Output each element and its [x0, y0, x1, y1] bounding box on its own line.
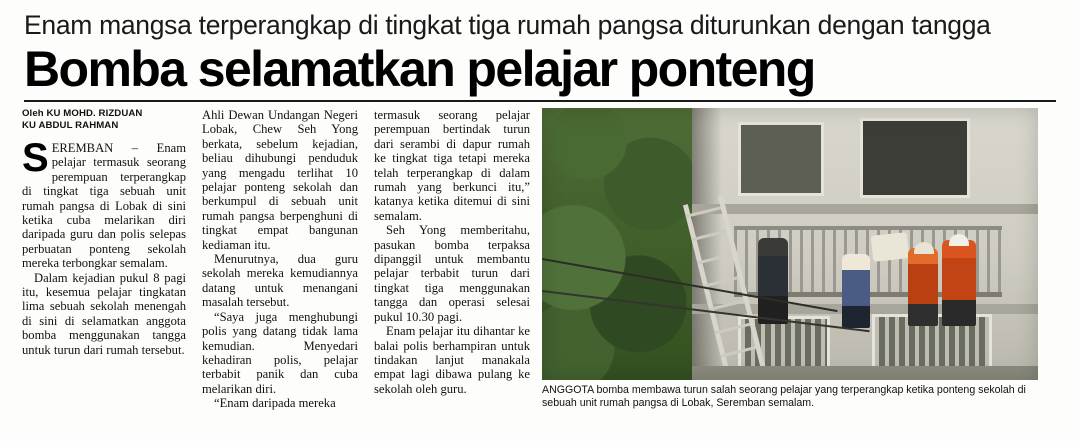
- byline-line-2: KU ABDUL RAHMAN: [22, 119, 119, 131]
- paragraph: Menurutnya, dua guru sekolah mereka kemudiannya datang untuk menangani masalah tersebut.: [202, 252, 358, 310]
- paragraph: termasuk seorang pelajar perempuan bertindak turun dari serambi di dapur rumah ke tingkat tiga tetapi mereka telah terperangkap di dalam rumah yang berkunci itu,” katanya ketika ditemui di sini semalam.: [374, 108, 530, 223]
- ladder-rung: [703, 275, 744, 288]
- photo-caption: ANGGOTA bomba membawa turun salah seorang pelajar yang terperangkap ketika ponteng sekolah di sebuah unit rumah pangsa di Lobak, Seremban semalam.: [542, 384, 1026, 409]
- cloth-bundle: [871, 232, 910, 262]
- student-being-rescued: [842, 254, 870, 328]
- fire-rescue-photo: [542, 108, 1038, 380]
- ladder-rung: [709, 298, 750, 311]
- tree-foliage: [542, 108, 697, 380]
- paragraph-text: EREMBAN – Enam pelajar termasuk seorang perempuan terperangkap di tingkat tiga sebuah unit rumah pangsa di Lobak di sini ketika cuba melarikan diri daripada guru dan polis selepas perbuatan ponteng sekolah mereka terbongkar semalam.: [22, 141, 186, 271]
- byline-line-1: Oleh KU MOHD. RIZDUAN: [22, 108, 143, 119]
- text-column-2: [194, 108, 366, 411]
- paragraph: [22, 136, 186, 271]
- main-headline: Bomba selamatkan pelajar ponteng: [24, 41, 815, 97]
- paragraph: Enam pelajar itu dihantar ke balai polis berhampiran untuk tindakan lanjut manakala empat lagi dibawa pulang ke sekolah oleh guru.: [374, 324, 530, 396]
- firefighter: [908, 248, 938, 326]
- paragraph: Ahli Dewan Undangan Negeri Lobak, Chew Seh Yong berkata, sebelum kejadian, beliau dihubungi penduduk yang mengadu terlihat 10 pelajar ponteng sekolah dan berkumpul di sebuah unit rumah pangsa berpenghuni di tingkat empat bangunan kediaman itu.: [202, 108, 358, 252]
- ground-strip: [692, 366, 1038, 380]
- ladder-rung: [685, 205, 726, 218]
- headline-rule: [24, 100, 1056, 102]
- text-column-3: [366, 108, 538, 408]
- text-column-1: [22, 108, 194, 408]
- ladder-rung: [714, 322, 755, 335]
- firefighter: [942, 240, 976, 326]
- paragraph: “Enam daripada mereka: [214, 396, 336, 411]
- ladder-rung: [697, 252, 738, 265]
- paragraph: “Saya juga menghubungi polis yang datang tidak lama kemudian. Menyedari kehadiran polis, pelajar terbabit panik dan cuba melarikan diri.: [202, 309, 358, 396]
- photo-column: [542, 108, 1042, 408]
- byline: [22, 108, 186, 131]
- window: [860, 118, 970, 198]
- article-body: [22, 108, 1058, 411]
- paragraph: Dalam kejadian pukul 8 pagi itu, kesemua pelajar tingkatan lima sebuah sekolah menengah di sini di selamatkan anggota bomba menggunakan tangga untuk turun dari rumah tersebut.: [22, 270, 186, 357]
- kicker-headline: Enam mangsa terperangkap di tingkat tiga rumah pangsa diturunkan dengan tangga: [24, 10, 991, 40]
- drop-cap: S: [22, 136, 49, 180]
- ladder-rung: [691, 228, 732, 241]
- ladder-rung: [720, 345, 761, 358]
- paragraph: Seh Yong memberitahu, pasukan bomba terpaksa dipanggil untuk membantu pelajar terbabit turun dari tingkat tiga menggunakan tangga dan operasi selesai pukul 10.30 pagi.: [374, 223, 530, 324]
